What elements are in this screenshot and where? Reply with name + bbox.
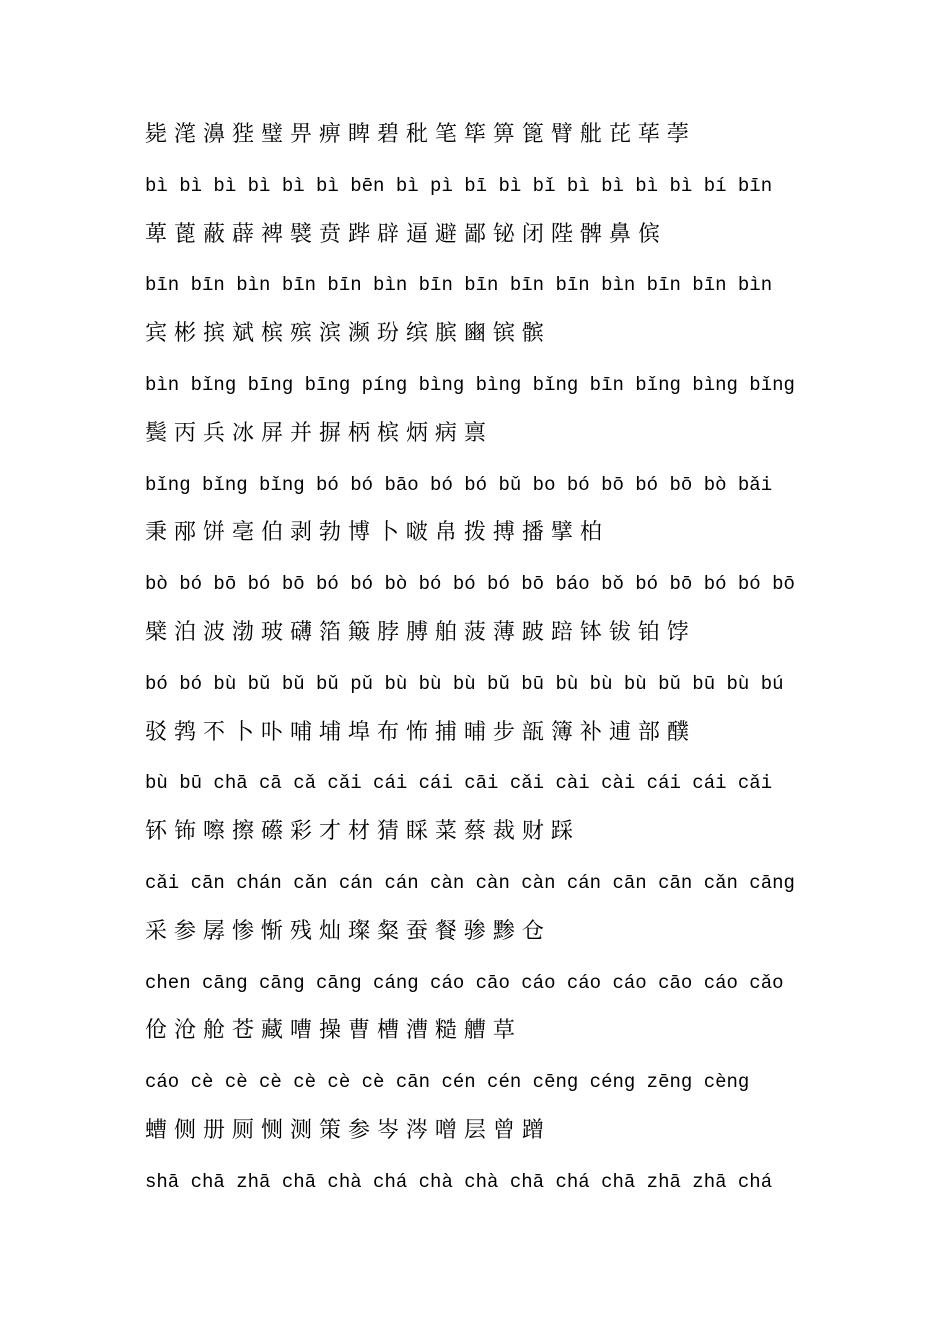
pinyin-line: bìn bǐng bīng bīng píng bìng bìng bǐng bīn bǐng bìng bǐng: [145, 374, 795, 396]
pinyin-line: cǎi cān chán cǎn cán cán càn càn càn cán cān cān cǎn cāng: [145, 872, 795, 894]
pinyin-line: chen cāng cāng cāng cáng cáo cāo cáo cáo cáo cāo cáo cǎo: [145, 972, 784, 994]
pinyin-line: bì bì bì bì bì bì bēn bì pì bī bì bǐ bì bì bì bì bí bīn: [145, 175, 773, 197]
pinyin-line: bǐng bǐng bǐng bó bó bāo bó bó bǔ bo bó bō bó bō bò bǎi: [145, 474, 773, 496]
hanzi-line: 毙 滗 濞 狴 璧 畀 痹 睥 碧 秕 笔 筚 箅 篦 臂 舭 芘 荜 荸: [145, 122, 689, 147]
pinyin-line: cáo cè cè cè cè cè cè cān cén cén cēng céng zēng cèng: [145, 1071, 750, 1093]
hanzi-line: 伧 沧 舱 苍 藏 嘈 操 曹 槽 漕 糙 艚 草: [145, 1018, 515, 1043]
hanzi-line: 采 参 孱 惨 惭 残 灿 璨 粲 蚕 餐 骖 黪 仓: [145, 919, 544, 944]
pinyin-line: bù bū chā cā cǎ cǎi cái cái cāi cǎi cài cài cái cái cǎi: [145, 772, 773, 794]
pinyin-line: bò bó bō bó bō bó bó bò bó bó bó bō báo bǒ bó bō bó bó bō: [145, 573, 795, 595]
hanzi-line: 钚 钸 嚓 擦 礤 彩 才 材 猜 睬 菜 蔡 裁 财 踩: [145, 819, 573, 844]
hanzi-line: 萆 蓖 蔽 薜 裨 襞 贲 跸 辟 逼 避 鄙 铋 闭 陛 髀 鼻 傧: [145, 222, 660, 247]
hanzi-line: 鬓 丙 兵 冰 屏 并 摒 柄 槟 炳 病 禀: [145, 421, 486, 446]
pinyin-line: bīn bīn bìn bīn bīn bìn bīn bīn bīn bīn bìn bīn bīn bìn: [145, 274, 773, 296]
hanzi-line: 檗 泊 波 渤 玻 礴 箔 簸 脖 膊 舶 菠 薄 跛 踣 钵 钹 铂 饽: [145, 620, 689, 645]
pinyin-line: shā chā zhā chā chà chá chà chà chā chá chā zhā zhā chá: [145, 1171, 773, 1193]
hanzi-line: 秉 邴 饼 亳 伯 剥 勃 博 卜 啵 帛 拨 搏 播 擘 柏: [145, 520, 602, 545]
hanzi-line: 宾 彬 摈 斌 槟 殡 滨 濒 玢 缤 膑 豳 镔 髌: [145, 321, 544, 346]
hanzi-line: 螬 侧 册 厕 恻 测 策 参 岑 涔 噌 层 曾 蹭: [145, 1118, 544, 1143]
hanzi-line: 驳 鹁 不 卜 卟 哺 埔 埠 布 怖 捕 晡 步 瓿 簿 补 逋 部 醭: [145, 720, 689, 745]
pinyin-line: bó bó bù bǔ bǔ bǔ pǔ bù bù bù bǔ bū bù bù bù bǔ bū bù bú: [145, 673, 784, 695]
